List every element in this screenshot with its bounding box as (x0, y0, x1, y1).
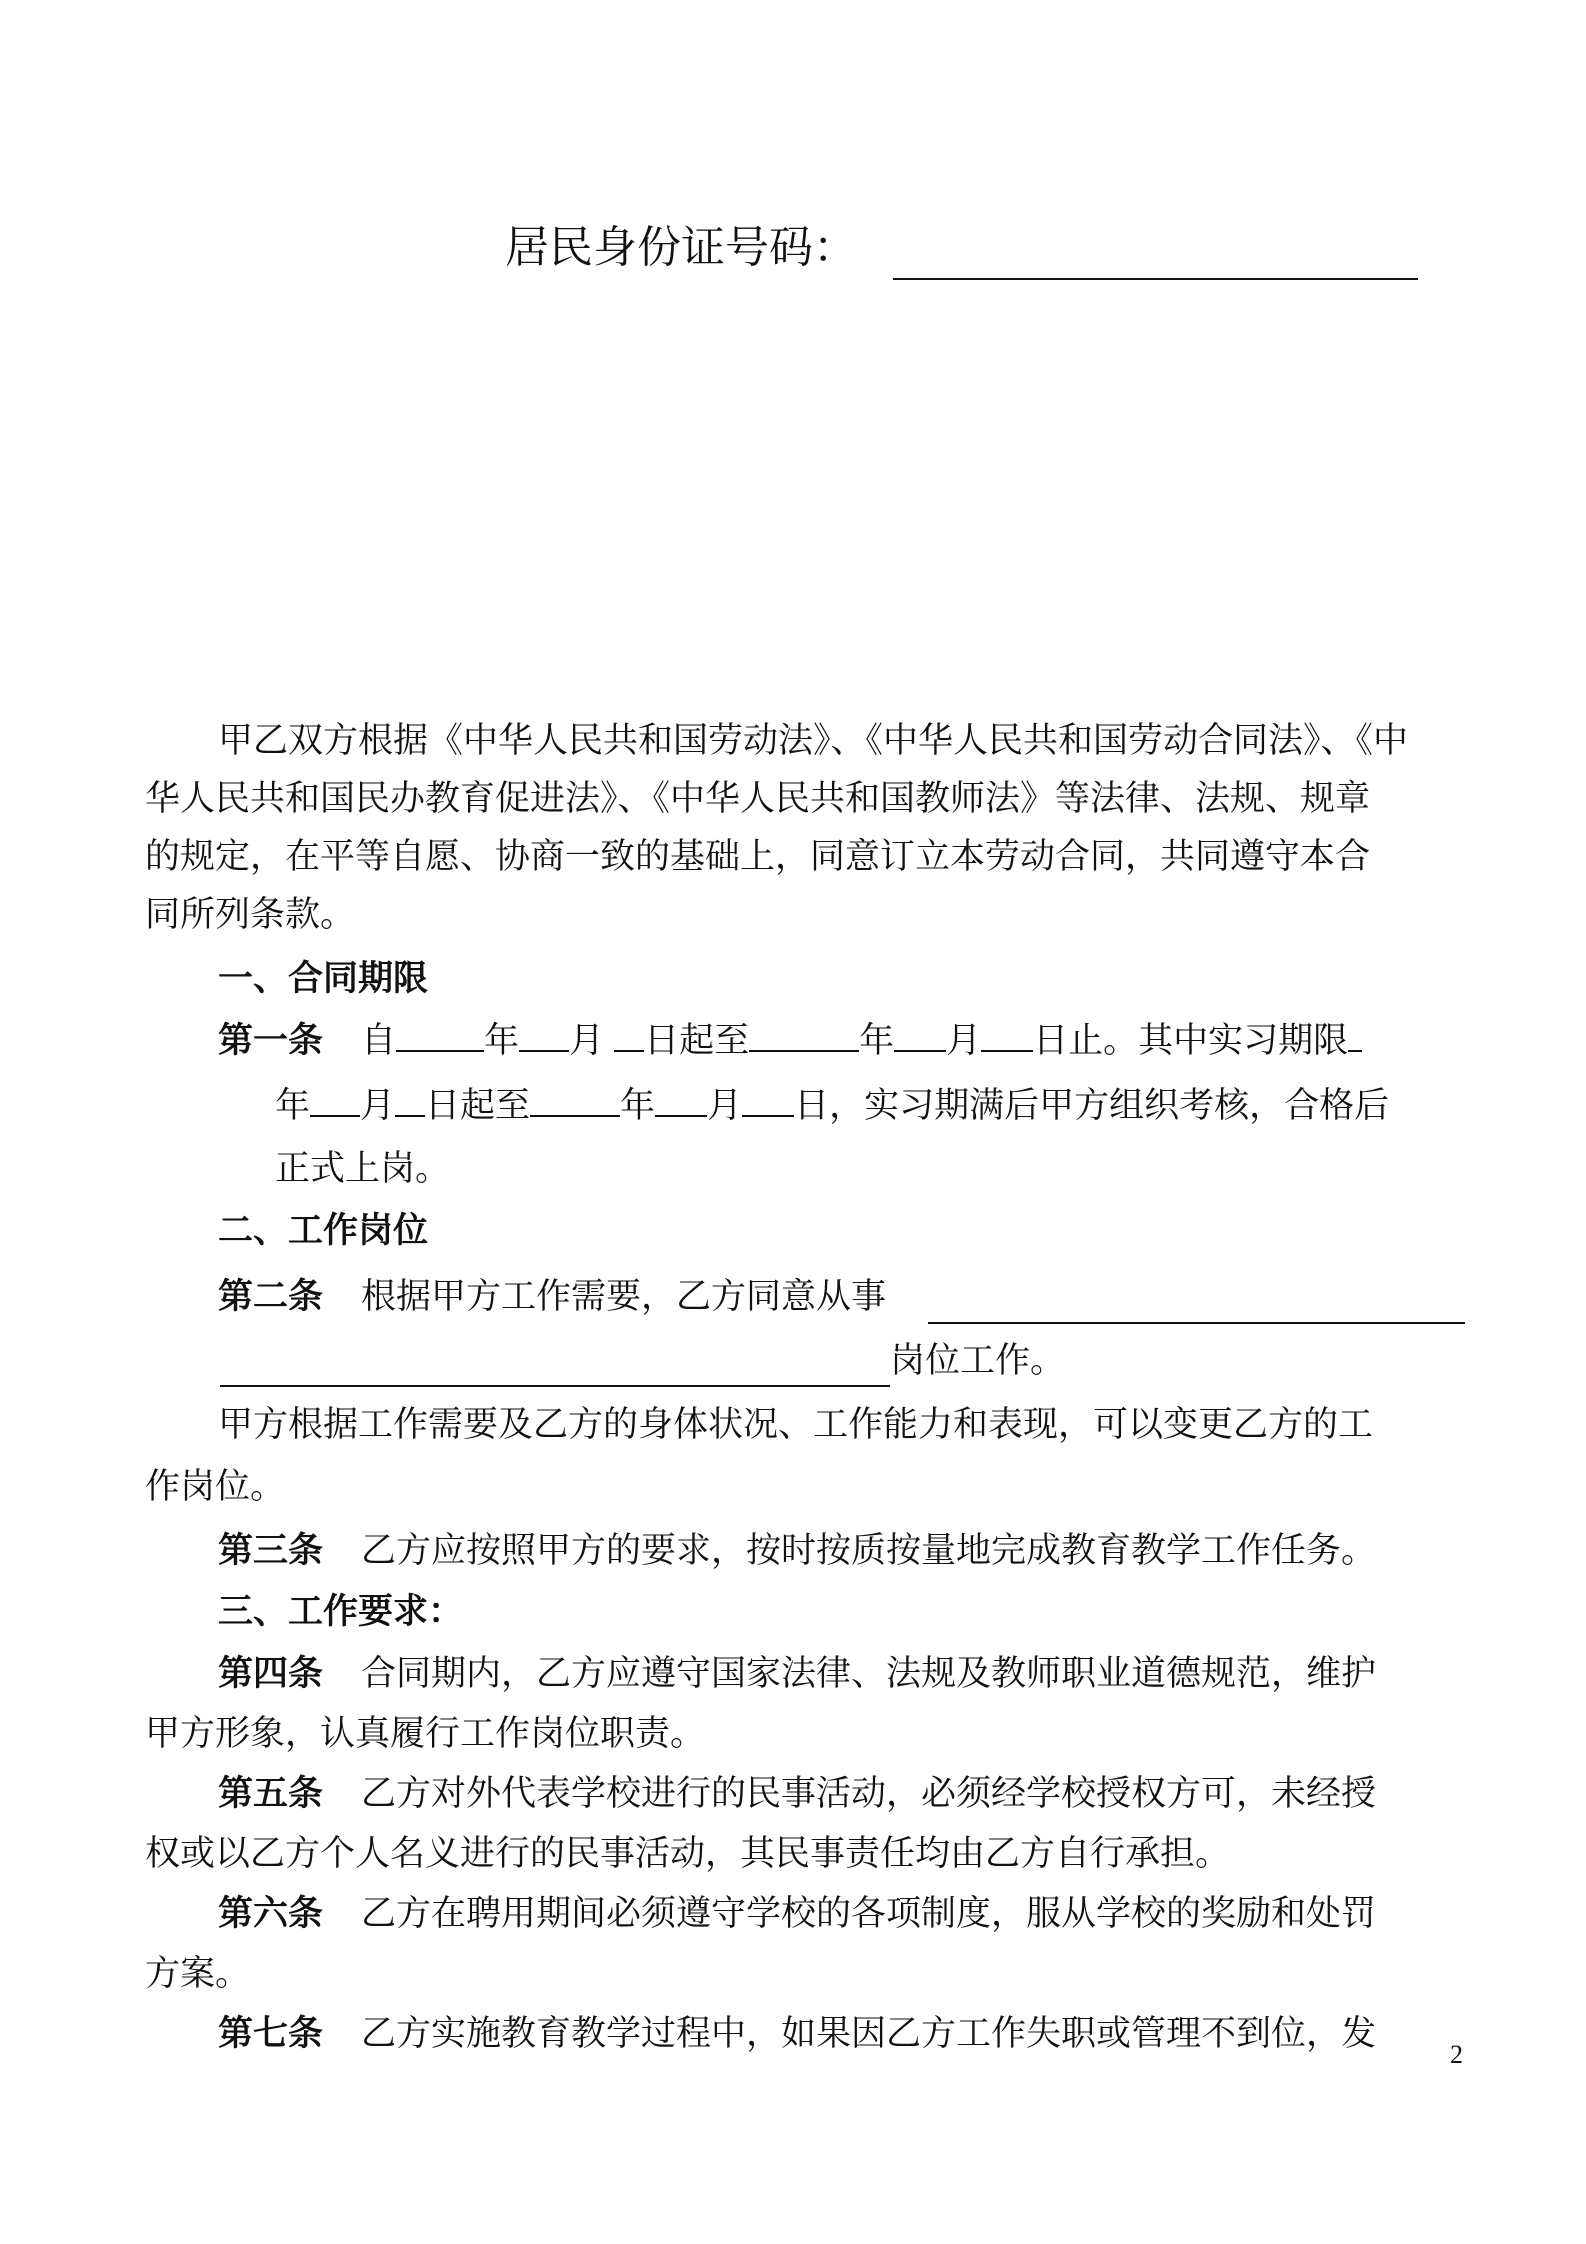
art1-year-2: 年 (859, 1021, 895, 1061)
intro-line-4: 同所列条款。 (145, 895, 356, 935)
trial-end-month-blank (655, 1077, 707, 1117)
article-5-line-2: 权或以乙方个人名义进行的民事活动，其民事责任均由乙方自行承担。 (145, 1834, 1231, 1874)
art1-month-2: 月 (946, 1021, 982, 1061)
art1-day-from-1: 日起至 (644, 1021, 750, 1061)
end-year-blank (749, 1012, 859, 1052)
article-4-line-1 (218, 1645, 1376, 1703)
start-year-blank (396, 1012, 484, 1052)
section-1-heading: 一、合同期限 (218, 959, 429, 999)
article-3-line (218, 1522, 1376, 1580)
article-2-para-line-1: 甲方根据工作需要及乙方的身体状况、工作能力和表现，可以变更乙方的工 (218, 1405, 1374, 1445)
art1-year-4: 年 (620, 1086, 656, 1126)
end-day-blank (981, 1012, 1033, 1052)
page-number: 2 (1450, 2040, 1463, 2069)
art1-month-1: 月 (569, 1021, 605, 1061)
article-1-line-3: 正式上岗。 (275, 1149, 451, 1189)
trial-end-day-blank (742, 1077, 794, 1117)
art1-month-4: 月 (707, 1086, 743, 1126)
article-1-line-1 (218, 1012, 1362, 1070)
art1-month-3: 月 (360, 1086, 396, 1126)
art1-day-final: 日，实习期满后甲方组织考核，合格后 (794, 1086, 1390, 1126)
article-2-tail: 岗位工作。 (890, 1341, 1066, 1381)
article-6-label: 第六条 (218, 1894, 324, 1934)
art1-year-3: 年 (275, 1086, 311, 1126)
art1-day-to-end: 日止。其中实习期限 (1033, 1021, 1349, 1061)
article-4-line-2: 甲方形象，认真履行工作岗位职责。 (145, 1714, 706, 1754)
trial-day-blank (395, 1077, 425, 1117)
end-month-blank (894, 1012, 946, 1052)
trial-start-blank (1348, 1012, 1362, 1052)
article-2-para-line-2: 作岗位。 (145, 1467, 286, 1507)
art4-line1: 合同期内，乙方应遵守国家法律、法规及教师职业道德规范，维护 (361, 1654, 1377, 1694)
section-2-heading: 二、工作岗位 (218, 1211, 429, 1251)
article-7-line-1 (218, 2005, 1376, 2063)
article-1-label: 第一条 (218, 1021, 324, 1061)
art7-line1: 乙方实施教育教学过程中，如果因乙方工作失职或管理不到位，发 (361, 2014, 1377, 2054)
article-2-line-1 (218, 1268, 886, 1326)
article-5-label: 第五条 (218, 1774, 324, 1814)
article-3-label: 第三条 (218, 1531, 324, 1571)
article-2-label: 第二条 (218, 1277, 324, 1317)
art1-day-from-2: 日起至 (425, 1086, 531, 1126)
article-1-line-2 (275, 1077, 1389, 1135)
start-day-blank (614, 1012, 644, 1052)
art6-line1: 乙方在聘用期间必须遵守学校的各项制度，服从学校的奖励和处罚 (361, 1894, 1377, 1934)
id-number-label: 居民身份证号码： (505, 222, 857, 273)
article-6-line-2: 方案。 (145, 1954, 251, 1994)
art5-line1: 乙方对外代表学校进行的民事活动，必须经学校授权方可，未经授 (361, 1774, 1377, 1814)
intro-line-3: 的规定，在平等自愿、协商一致的基础上，同意订立本劳动合同，共同遵守本合 (145, 837, 1371, 877)
trial-month-blank (310, 1077, 360, 1117)
intro-line-2: 华人民共和国民办教育促进法》、《中华人民共和国教师法》等法律、法规、规章 (145, 779, 1371, 819)
art3-text: 乙方应按照甲方的要求，按时按质按量地完成教育教学工作任务。 (361, 1531, 1377, 1571)
section-3-heading: 三、工作要求： (218, 1592, 464, 1632)
article-5-line-1 (218, 1765, 1376, 1823)
art2-text: 根据甲方工作需要，乙方同意从事 (361, 1277, 887, 1317)
trial-end-year-blank (530, 1077, 620, 1117)
article-6-line-1 (218, 1885, 1376, 1943)
start-month-blank (519, 1012, 569, 1052)
article-4-label: 第四条 (218, 1654, 324, 1694)
article-7-label: 第七条 (218, 2014, 324, 2054)
position-blank-1 (928, 1322, 1465, 1324)
position-blank-2 (220, 1385, 890, 1387)
id-number-blank (893, 278, 1418, 280)
art1-from: 自 (361, 1021, 397, 1061)
art1-year-1: 年 (484, 1021, 520, 1061)
intro-line-1: 甲乙双方根据《中华人民共和国劳动法》、《中华人民共和国劳动合同法》、《中 (218, 721, 1409, 761)
